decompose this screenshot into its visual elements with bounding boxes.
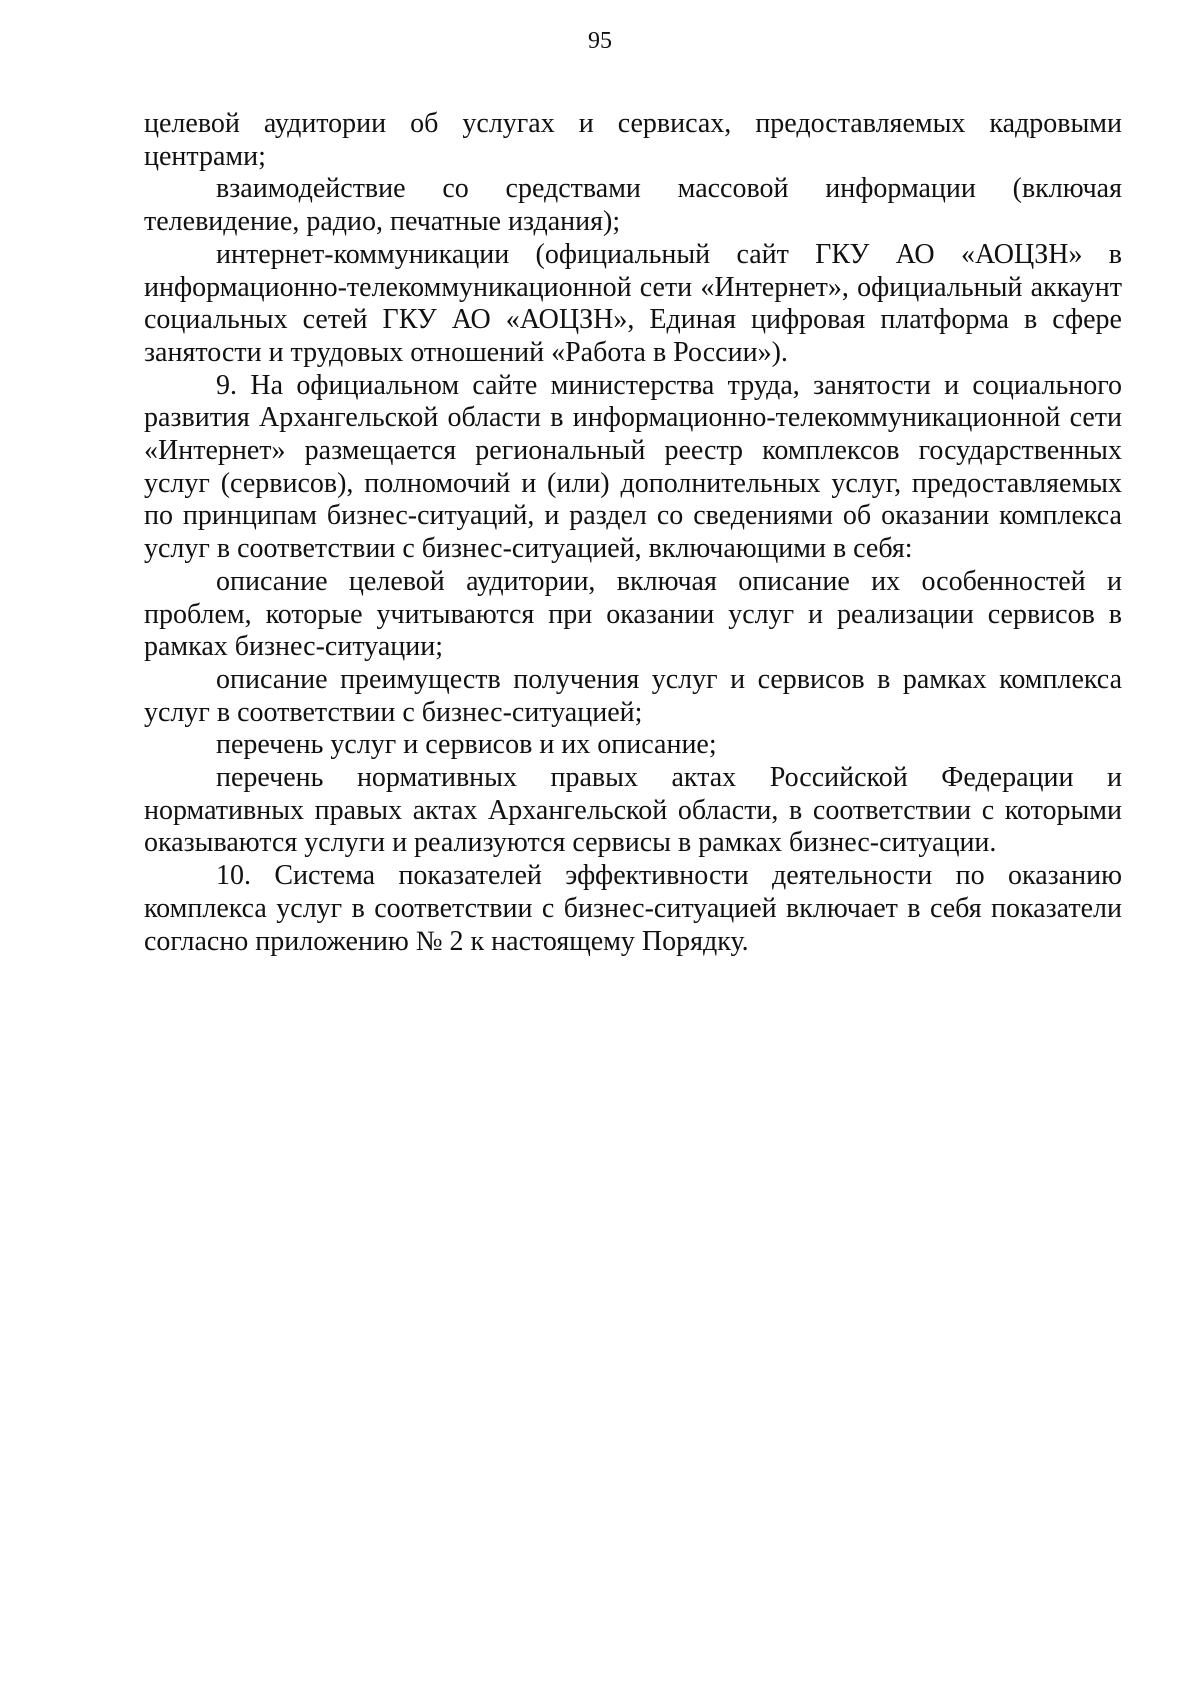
page-number: 95 bbox=[588, 28, 612, 54]
paragraph-internet-communications: интернет-коммуникации (официальный сайт ГКУ АО «АОЦЗН» в информационно-телекоммуникационной сети «Интернет», официальный аккаунт социальных сетей ГКУ АО «АОЦЗН», Единая цифровая платформа в сфере занятости и трудовых отношений «Работа в России»). bbox=[144, 238, 1122, 368]
paragraph-media-interaction: взаимодействие со средствами массовой информации (включая телевидение, радио, печатные издания); bbox=[144, 173, 1122, 238]
paragraph-item-10-indicators: 10. Система показателей эффективности деятельности по оказанию комплекса услуг в соответствии с бизнес-ситуацией включает в себя показатели согласно приложению № 2 к настоящему Порядку. bbox=[144, 860, 1122, 957]
paragraph-benefits-description: описание преимуществ получения услуг и сервисов в рамках комплекса услуг в соответствии с бизнес-ситуацией; bbox=[144, 663, 1122, 728]
document-body bbox=[144, 108, 1122, 958]
paragraph-item-9-registry: 9. На официальном сайте министерства труда, занятости и социального развития Архангельской области в информационно-телекоммуникационной сети «Интернет» размещается региональный реестр комплексов государственных услуг (сервисов), полномочий и (или) дополнительных услуг, предоставляемых по принципам бизнес-ситуаций, и раздел со сведениями об оказании комплекса услуг в соответствии с бизнес-ситуацией, включающими в себя: bbox=[144, 369, 1122, 565]
paragraph-target-audience-continuation: целевой аудитории об услугах и сервисах, предоставляемых кадровыми центрами; bbox=[144, 108, 1122, 172]
paragraph-normative-acts: перечень нормативных правых актах Российской Федерации и нормативных правых актах Архангельской области, в соответствии с которыми оказываются услуги и реализуются сервисы в рамках бизнес-ситуации. bbox=[144, 762, 1122, 859]
paragraph-services-list: перечень услуг и сервисов и их описание; bbox=[216, 729, 717, 761]
paragraph-audience-description: описание целевой аудитории, включая описание их особенностей и проблем, которые учитываются при оказании услуг и реализации сервисов в рамках бизнес-ситуации; bbox=[144, 565, 1122, 663]
